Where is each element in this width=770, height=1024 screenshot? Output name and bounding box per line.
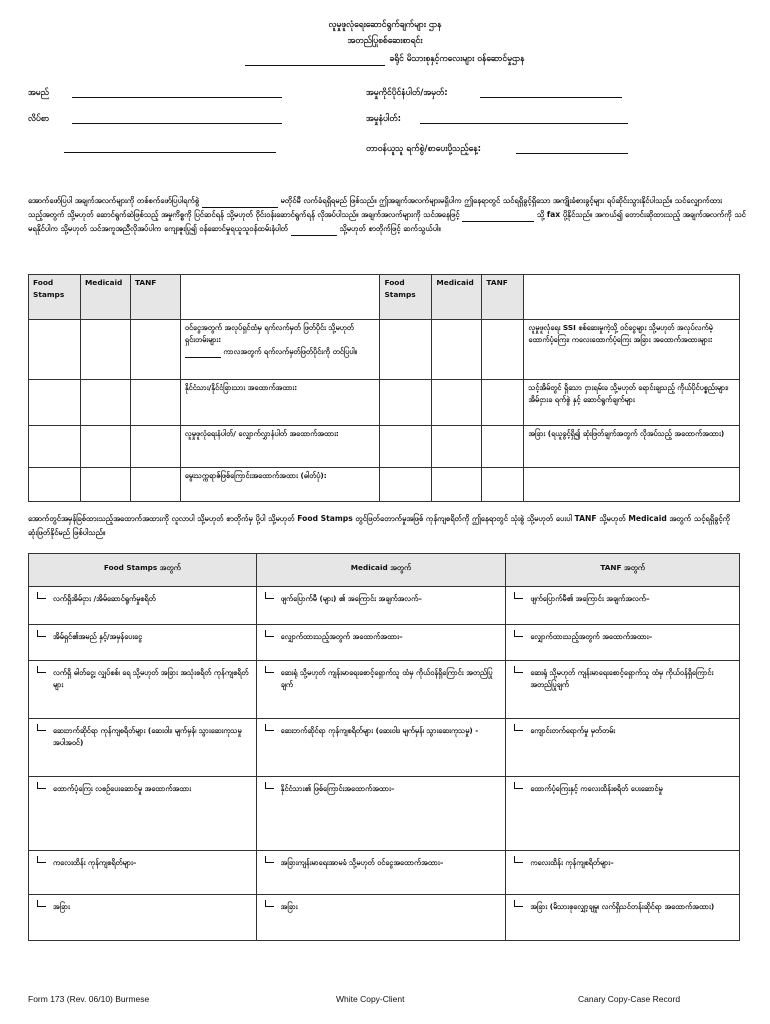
checkbox[interactable] <box>37 630 46 637</box>
list-item <box>524 468 740 502</box>
check-cell[interactable] <box>380 380 432 426</box>
table-row <box>29 777 740 851</box>
instructions-line-1: အောက်တွင်အမှန်ခြစ်ထားသည့်အထောက်အထားကို လူလာပါ သို့မဟုတ် စာတိုက်မှ ပို့ပါ သို့မဟုတ် Food Stamps တွင်ဖြတ်တောက်မှုအဖြစ် ကုန်ကျစရိတ်ကို ဤနေရာတွင် သုံးစွဲ သို့မဟုတ် ပေးပါ TANF သို့မဟုတ် <box>28 514 626 523</box>
t1-head-foodstamps-right: Food Stamps <box>380 275 432 320</box>
list-item-label: ဆေးရုံ သို့မဟုတ် ကျန်းမာရေးစောင့်ရှောက်သူ ထံမှ ကိုယ်ဝန်ရှိကြောင်း အတည်ပြုချက် <box>280 668 493 689</box>
list-item[interactable] <box>29 625 257 661</box>
check-cell[interactable] <box>80 380 130 426</box>
name-line[interactable] <box>72 97 282 98</box>
list-item[interactable] <box>256 661 506 719</box>
list-item-note: ကာလအတွက် ရက်လက်မှတ်ဖြတ်ပိုင်းကို တင်ပြပါ။ <box>223 347 357 356</box>
list-item-label: ဖျက်ပြောက်မီ (များ) ၏ အကြောင်း အချက်အလက်– <box>280 594 422 603</box>
name-label: အမည် <box>28 88 49 98</box>
check-cell[interactable] <box>130 468 180 502</box>
list-item[interactable] <box>29 587 257 625</box>
checkbox[interactable] <box>37 724 46 731</box>
address-line[interactable] <box>72 123 282 124</box>
check-cell[interactable] <box>432 320 482 380</box>
table-row <box>29 719 740 777</box>
list-item-label: ကလေးထိန်း ကုန်ကျစရိတ်များ– <box>53 858 137 867</box>
intro-text-6: ဝန်ဆောင်မှုရယူသူဝန်ထမ်းနံပါတ် <box>199 224 291 233</box>
check-cell[interactable] <box>29 468 81 502</box>
check-cell[interactable] <box>482 320 524 380</box>
list-item-label: ထောက်ပံ့ကြေး လစဉ်ပေးဆောင်မှု အထောက်အထား <box>53 784 192 793</box>
intro-text-4: အချက်အလက်များကို သင်အနေဖြင့် <box>361 210 463 219</box>
check-cell[interactable] <box>29 380 81 426</box>
list-item-label: ဝင်ငွေအတွက် အလုပ်ရှင်ထံမှ ရက်လက်မှတ် ဖြတ်ပိုင်း သို့မဟုတ် ရှင်းတမ်းများ: <box>184 323 354 344</box>
checkbox[interactable] <box>265 630 274 637</box>
intro-address-blank[interactable] <box>462 212 534 222</box>
check-cell[interactable] <box>29 426 81 468</box>
t2-head-tanf: TANF အတွက် <box>506 554 740 587</box>
checkbox[interactable] <box>37 592 46 599</box>
period-blank[interactable] <box>185 349 221 358</box>
date-label: တာဝန်ယူသူ ရက်စွဲ/စာပေးပို့သည့်နေ့: <box>366 144 482 154</box>
intro-text-1: အောက်ဖော်ပြပါ အချက်အလက်များကို တစ်စက်ဖော်ပြပါရက်စွဲ <box>28 196 200 205</box>
list-item[interactable] <box>506 851 740 895</box>
check-cell[interactable] <box>482 468 524 502</box>
intro-text-2: မတိုင်မီ လက်ခံရရှိရမည် ဖြစ်သည်။ ဤအချက်အလက်များမရှိပါက ဤနေရာတွင် သင်ရရှိခွင့်ရှိသော <box>280 196 551 205</box>
list-item[interactable] <box>506 661 740 719</box>
list-item[interactable] <box>256 587 506 625</box>
list-item[interactable] <box>506 587 740 625</box>
table-row <box>29 851 740 895</box>
checkbox[interactable] <box>265 724 274 731</box>
address2-line[interactable] <box>64 152 276 153</box>
t2-head-medicaid: Medicaid အတွက် <box>256 554 506 587</box>
check-cell[interactable] <box>130 380 180 426</box>
check-cell[interactable] <box>380 426 432 468</box>
intro-text-5: သို့ fax ပို့နိုင်သည်။ အကယ်၍ တောင်းဆိုထားသည့် အချက်အလက်ကို သင် မရနိုင်ပါက သို့မဟုတ် သင်အကူအညီလိုအပ်ပါက ကျေးဇူးပြု၍ <box>28 210 746 233</box>
list-item-label: အခြားကျန်းမာရေးအာမခံ သို့မဟုတ် ဝင်ငွေအထောက်အထား– <box>280 858 444 867</box>
check-cell[interactable] <box>432 468 482 502</box>
list-item[interactable] <box>506 895 740 941</box>
table2-header-row <box>29 554 740 587</box>
checkbox[interactable] <box>265 666 274 673</box>
list-item-label: လျှောက်ထားသည့်အတွက် အထောက်အထား– <box>280 632 403 641</box>
t1-head-blank-right <box>524 275 740 320</box>
list-item-label: လျှောက်ထားသည့်အတွက် အထောက်အထား– <box>530 632 653 641</box>
list-item <box>180 320 380 380</box>
verification-table-1 <box>28 274 740 502</box>
list-item-label: ဖျက်ပြောက်မီ၏ အကြောင်း အချက်အလက်– <box>530 594 650 603</box>
t1-head-tanf-left: TANF <box>130 275 180 320</box>
footer-canary-copy: Canary Copy-Case Record <box>578 994 681 1004</box>
intro-date-blank[interactable] <box>202 198 278 208</box>
checkbox[interactable] <box>514 592 523 599</box>
intro-text-7: သို့မဟုတ် စာတိုက်ဖြင့် ဆက်သွယ်ပါ။ <box>339 224 441 233</box>
checkbox[interactable] <box>265 856 274 863</box>
t1-head-foodstamps-left: Food Stamps <box>29 275 81 320</box>
check-cell[interactable] <box>482 426 524 468</box>
table-row <box>29 587 740 625</box>
intro-phone-blank[interactable] <box>291 226 337 236</box>
checkbox[interactable] <box>37 782 46 789</box>
list-item-label: အခြား <box>53 902 70 911</box>
instructions-paragraph <box>28 512 748 540</box>
list-item-label: အခြား <box>280 902 298 911</box>
check-cell[interactable] <box>432 380 482 426</box>
caseno-label: အမှုကိုင်ပိုင်နံပါတ်/အမှတ်: <box>366 88 448 98</box>
list-item[interactable] <box>29 895 257 941</box>
list-item-label: ကလေးထိန်း ကုန်ကျစရိတ်များ– <box>530 858 614 867</box>
list-item: အခြား (ရယူခွင့်ရှိ၍ ဆုံးဖြတ်ချက်အတွက် လိုအပ်သည့် အထောက်အထား) <box>524 426 740 468</box>
list-item[interactable] <box>29 661 257 719</box>
table-row <box>29 426 740 468</box>
t1-head-medicaid-right: Medicaid <box>432 275 482 320</box>
list-item[interactable] <box>29 851 257 895</box>
list-item[interactable] <box>506 625 740 661</box>
checkbox[interactable] <box>265 592 274 599</box>
checkbox[interactable] <box>514 856 523 863</box>
table-row <box>29 380 740 426</box>
checkbox[interactable] <box>37 900 46 907</box>
list-item[interactable] <box>506 719 740 777</box>
caseno2-label: အမှုနံပါတ်: <box>366 114 402 124</box>
list-item-label: ဆေးဘက်ဆိုင်ရာ ကုန်ကျစရိတ်များ (ဆေးဝါး၊ မျက်မှန်၊ သွားဆေးကုသမှု) - <box>280 726 479 735</box>
check-cell[interactable] <box>80 468 130 502</box>
check-cell[interactable] <box>29 320 81 380</box>
address-label: လိပ်စာ <box>28 114 50 124</box>
list-item-label: အိမ်ရှင်၏အမည် နှင့်/အမှန်ပေးငွေ <box>53 632 143 641</box>
list-item-label: လက်ရှိ ဓါတ်ငွေ့၊ လျှပ်စစ်၊ ရေ သို့မဟုတ် အခြား အသုံးစရိတ် ကုန်ကျစရိတ်များ <box>53 668 249 689</box>
list-item-label: ထောက်ပံ့ကြေးနှင့် ကလေးထိန်းစရိတ် ပေးဆောင်မှု <box>530 784 663 793</box>
list-item[interactable] <box>256 719 506 777</box>
checkbox[interactable] <box>37 856 46 863</box>
list-item-label: ဆေးရုံ သို့မဟုတ် ကျန်းမာရေးစောင့်ရှောက်သူ ထံမှ ကိုယ်ဝန်ရှိကြောင်း အတည်ပြုချက် <box>530 668 714 689</box>
list-item[interactable] <box>256 777 506 851</box>
header-agency: လူမှုဖူလုံရေးဆောင်ရွက်ချက်များ ဌာန <box>328 20 442 30</box>
list-item: နိုင်ငံသား/နိုင်ငံခြားသား အထောက်အထား: <box>180 380 380 426</box>
caseno-line[interactable] <box>480 97 622 98</box>
check-cell[interactable] <box>482 380 524 426</box>
list-item-label: ကျောင်းတက်ရောက်မှု မှတ်တမ်း <box>530 726 616 735</box>
t1-head-medicaid-left: Medicaid <box>80 275 130 320</box>
list-item-label: ဆေးဘက်ဆိုင်ရာ ကုန်ကျစရိတ်များ (ဆေးဝါး၊ မျက်မှန်၊ သွားဆေးကုသမှု အပါအဝင်) <box>53 726 242 747</box>
checkbox[interactable] <box>265 782 274 789</box>
date-line[interactable] <box>516 153 628 154</box>
t1-head-blank-left <box>180 275 380 320</box>
list-item[interactable] <box>256 625 506 661</box>
list-item[interactable] <box>506 777 740 851</box>
checkbox[interactable] <box>514 630 523 637</box>
check-cell[interactable] <box>432 426 482 468</box>
header-county-text: ခရိုင် မိသားစုနှင့်ကလေးများ ဝန်ဆောင်မှုဌာန <box>389 54 525 64</box>
checkbox[interactable] <box>514 724 523 731</box>
intro-paragraph <box>28 194 748 236</box>
table-row <box>29 625 740 661</box>
caseno2-line[interactable] <box>420 123 628 124</box>
checkbox[interactable] <box>514 666 523 673</box>
t1-head-tanf-right: TANF <box>482 275 524 320</box>
instructions-line-2: Medicaid အတွက် သင့်ရရှိခွင့်ကို ဆုံးဖြတ်နိုင်မည် ဖြစ်ပါသည်။ <box>28 514 731 537</box>
intro-text-3: အကျိုးခံစားခွင့်များ ရပ်ဆိုင်းသွားနိုင်ပါသည်။ သင်လျှောက်ထားသည့်အတွက် သို့မဟုတ် ဆောင်ရွက်ဆဲဖြစ်သည့် အမှုကိစ္စကို ပြင်ဆင်ရန် သို့မဟုတ် ဝိုင်းဝန်းဆောင်ရွက်ရန် လိုအပ်ပါသည်။ <box>28 196 723 219</box>
footer-form-number: Form 173 (Rev. 06/10) Burmese <box>28 994 150 1004</box>
footer-white-copy: White Copy-Client <box>336 994 405 1004</box>
check-cell[interactable] <box>80 320 130 380</box>
header-title: အတည်ပြုစစ်ဆေးစာရင်း <box>347 36 423 46</box>
check-cell[interactable] <box>80 426 130 468</box>
table-row <box>29 320 740 380</box>
list-item[interactable] <box>29 777 257 851</box>
check-cell[interactable] <box>130 320 180 380</box>
list-item-label: အခြား (မိသားစုလျှော့ချမှု၊ လက်ရှိသင်တန်းဆိုင်ရာ အထောက်အထား) <box>530 902 715 911</box>
table-row <box>29 468 740 502</box>
table-row <box>29 895 740 941</box>
list-item: သင့်အိမ်တွင် ရှိသော ငှားရမ်းခ သို့မဟုတ် ရောင်းချသည့် ကိုယ်ပိုင်ပစ္စည်းများ၊ အိမ်ငှားခ ရက်စွဲ နှင့် ဆောင်ရွက်ချက်များ <box>524 380 740 426</box>
table1-header-row <box>29 275 740 320</box>
t2-head-foodstamps: Food Stamps အတွက် <box>29 554 257 587</box>
checkbox[interactable] <box>514 900 523 907</box>
list-item: လူမှုဖူလုံရေး SSI စစ်ဆေးမှုကဲ့သို့ ဝင်ငွေများ သို့မဟုတ် အလုပ်လက်မဲ့ ထောက်ပံ့ကြေး၊ ကလေးထောက်ပံ့ကြေး အခြား အထောက်အထားများ: <box>524 320 740 380</box>
list-item: လူမှုဖူလုံရေးနံပါတ်/ လျှောက်လွှာနံပါတ် အထောက်အထား: <box>180 426 380 468</box>
check-cell[interactable] <box>380 468 432 502</box>
table-row <box>29 661 740 719</box>
list-item-label: လက်ရှိအိမ်ငှား /အိမ်ဆောင်ရွက်မှုစရိတ် <box>53 594 156 603</box>
check-cell[interactable] <box>380 320 432 380</box>
header-county-line <box>0 54 770 66</box>
list-item[interactable] <box>256 895 506 941</box>
verification-table-2 <box>28 553 740 941</box>
list-item: မွေးသက္ကရာဇ်ဖြစ်ကြောင်းအထောက်အထား (ဓါတ်ပုံ): <box>180 468 380 502</box>
check-cell[interactable] <box>130 426 180 468</box>
county-blank[interactable] <box>245 56 385 66</box>
list-item-label: နိုင်ငံသား၏ ဖြစ်ကြောင်းအထောက်အထား– <box>280 784 395 793</box>
checkbox[interactable] <box>37 666 46 673</box>
checkbox[interactable] <box>265 900 274 907</box>
list-item[interactable] <box>256 851 506 895</box>
checkbox[interactable] <box>514 782 523 789</box>
list-item[interactable] <box>29 719 257 777</box>
